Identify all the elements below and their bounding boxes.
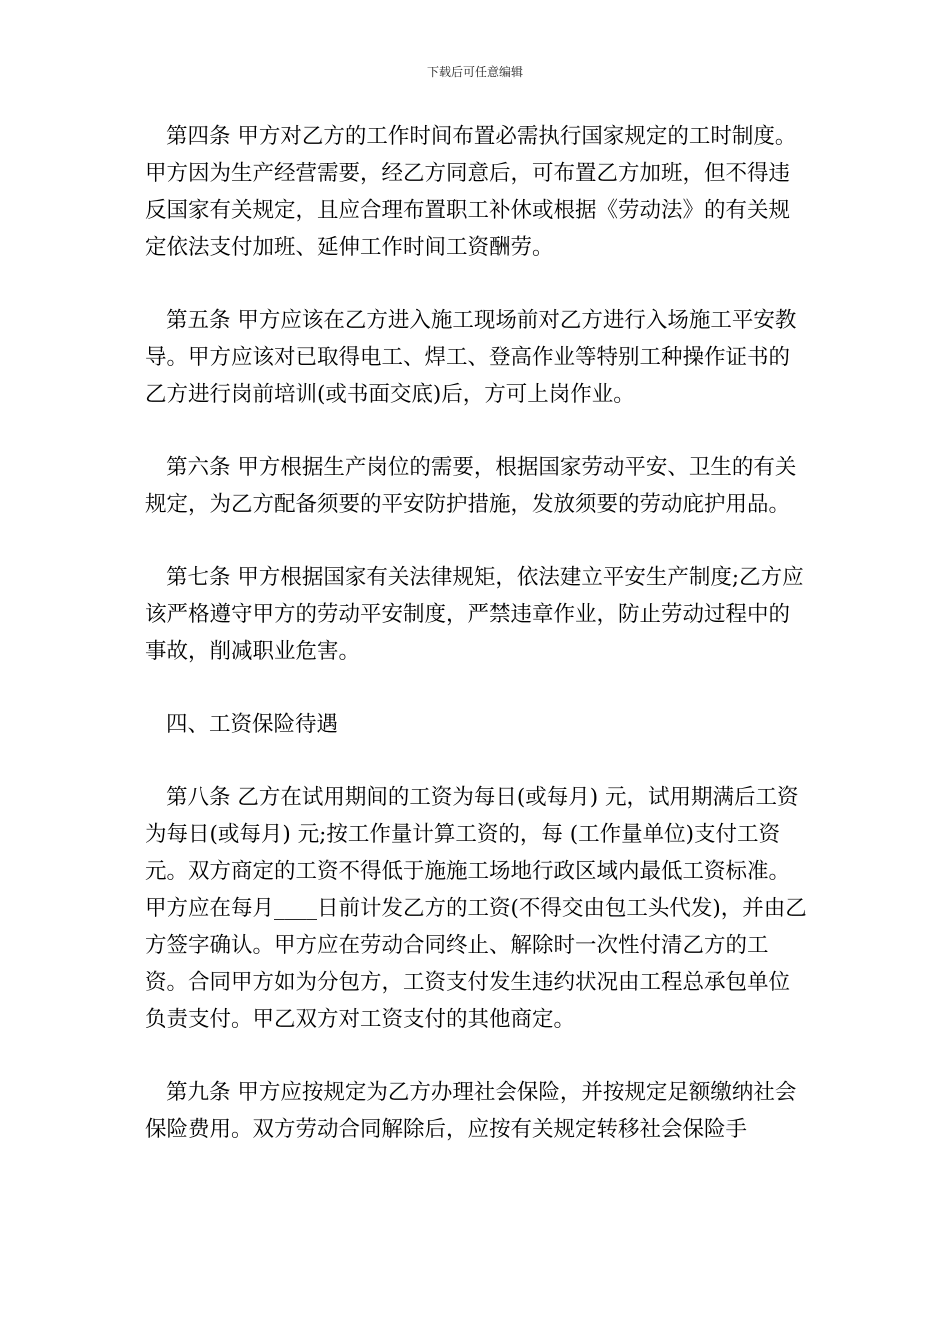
article-6-paragraph: 第六条 甲方根据生产岗位的需要，根据国家劳动平安、卫生的有关规定，为乙方配备须要的平安防护措施，发放须要的劳动庇护用品。 [145,455,797,517]
article-7-paragraph: 第七条 甲方根据国家有关法律规矩，依法建立平安生产制度;乙方应该严格遵守甲方的劳动平安制度，严禁违章作业，防止劳动过程中的事故，削减职业危害。 [145,565,804,664]
article-9-paragraph: 第九条 甲方应按规定为乙方办理社会保险，并按规定足额缴纳社会保险费用。双方劳动合同解除后，应按有关规定转移社会保险手 [145,1080,797,1142]
page-header: 下载后可任意编辑 [426,65,523,79]
section-4-heading: 四、工资保险待遇 [166,712,339,737]
article-8-paragraph: 第八条 乙方在试用期间的工资为每日(或每月) 元，试用期满后工资为每日(或每月) 元;按工作量计算工资的，每 (工作量单位)支付工资 元。双方商定的工资不得低于施施工场地行政区域内最低工资标准。甲方应在每月____日前计发乙方的工资(不得交由包工头代发)，并由乙方签字确认。甲方应在劳动合同终止、解除时一次性付清乙方的工资。合同甲方如为分包方，工资支付发生违约状况由工程总承包单位负责支付。甲乙双方对工资支付的其他商定。 [145,785,807,1032]
article-5-paragraph: 第五条 甲方应该在乙方进入施工现场前对乙方进行入场施工平安教导。甲方应该对已取得电工、焊工、登高作业等特别工种操作证书的乙方进行岗前培训(或书面交底)后，方可上岗作业。 [145,308,797,407]
document-body [145,118,810,1184]
article-4-paragraph: 第四条 甲方对乙方的工作时间布置必需执行国家规定的工时制度。甲方因为生产经营需要，经乙方同意后，可布置乙方加班，但不得违反国家有关规定，且应合理布置职工补休或根据《劳动法》的有关规定依法支付加班、延伸工作时间工资酬劳。 [145,124,797,260]
